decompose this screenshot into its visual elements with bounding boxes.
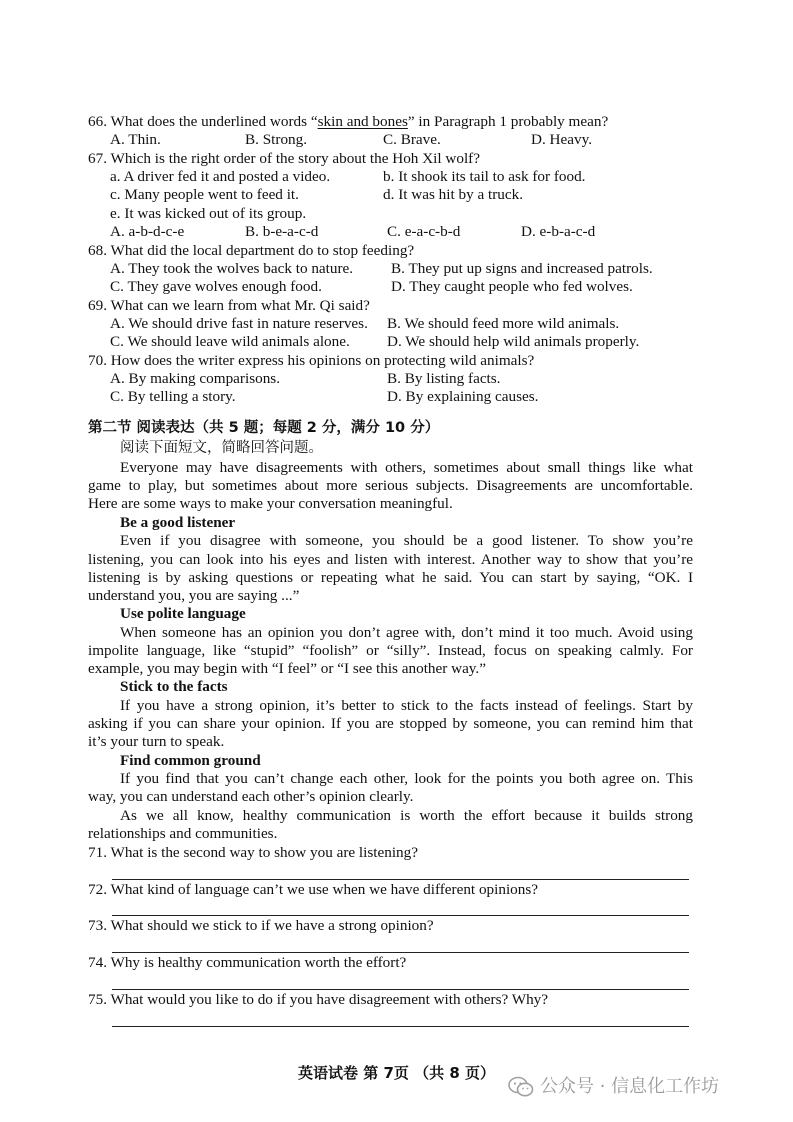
q67-option-b[interactable]: B. b-e-a-c-d bbox=[245, 223, 319, 240]
q68-option-d[interactable]: D. They caught people who fed wolves. bbox=[391, 278, 633, 295]
question-67-stem: 67. Which is the right order of the story about the Hoh Xil wolf? bbox=[88, 150, 480, 167]
watermark bbox=[508, 1076, 719, 1098]
passage-intro-line-2: game to play, but sometimes about more serious subjects. Disagreements are uncomfortable. bbox=[88, 477, 693, 494]
question-68-stem: 68. What did the local department do to stop feeding? bbox=[88, 242, 415, 259]
heading-use-polite-language: Use polite language bbox=[120, 605, 246, 622]
q69-option-d[interactable]: D. We should help wild animals properly. bbox=[387, 333, 640, 350]
q69-option-a[interactable]: A. We should drive fast in nature reserves. bbox=[110, 315, 368, 332]
q66-option-a[interactable]: A. Thin. bbox=[110, 131, 161, 148]
paragraph-2-line-3: example, you may begin with “I feel” or “I see this another way.” bbox=[88, 660, 486, 677]
q67-event-b: b. It shook its tail to ask for food. bbox=[383, 168, 586, 185]
q68-option-b[interactable]: B. They put up signs and increased patrols. bbox=[391, 260, 653, 277]
underlined-phrase: skin and bones bbox=[317, 113, 408, 130]
paragraph-3-line-1: If you have a strong opinion, it’s better to stick to the facts instead of feelings. Start by bbox=[120, 697, 693, 714]
q69-option-b[interactable]: B. We should feed more wild animals. bbox=[387, 315, 620, 332]
q67-event-c: c. Many people went to feed it. bbox=[110, 186, 299, 203]
answer-line-71[interactable] bbox=[112, 879, 689, 880]
paragraph-5-line-1: As we all know, healthy communication is worth the effort because it builds strong bbox=[120, 807, 693, 824]
q67-option-c[interactable]: C. e-a-c-b-d bbox=[387, 223, 461, 240]
question-74: 74. Why is healthy communication worth the effort? bbox=[88, 954, 407, 971]
question-66-stem: 66. What does the underlined words “skin and bones” in Paragraph 1 probably mean? bbox=[88, 113, 609, 130]
q66-option-b[interactable]: B. Strong. bbox=[245, 131, 308, 148]
paragraph-4-line-1: If you find that you can’t change each other, look for the points you both agree on. This bbox=[120, 770, 693, 787]
wechat-icon bbox=[508, 1076, 534, 1098]
heading-be-a-good-listener: Be a good listener bbox=[120, 514, 236, 531]
heading-stick-to-the-facts: Stick to the facts bbox=[120, 678, 228, 695]
answer-line-73[interactable] bbox=[112, 952, 689, 953]
question-69-stem: 69. What can we learn from what Mr. Qi said? bbox=[88, 297, 370, 314]
answer-line-75[interactable] bbox=[112, 1026, 689, 1027]
q66-option-c[interactable]: C. Brave. bbox=[383, 131, 441, 148]
question-71: 71. What is the second way to show you are listening? bbox=[88, 844, 418, 861]
paragraph-2-line-2: impolite language, like “stupid” “foolish” or “silly”. Instead, focus on speaking calmly. For bbox=[88, 642, 693, 659]
answer-line-74[interactable] bbox=[112, 989, 689, 990]
paragraph-4-line-2: way, you can understand each other’s opinion clearly. bbox=[88, 788, 414, 805]
heading-find-common-ground: Find common ground bbox=[120, 752, 261, 769]
q68-option-a[interactable]: A. They took the wolves back to nature. bbox=[110, 260, 354, 277]
q67-option-a[interactable]: A. a-b-d-c-e bbox=[110, 223, 185, 240]
question-73: 73. What should we stick to if we have a strong opinion? bbox=[88, 917, 434, 934]
q70-option-c[interactable]: C. By telling a story. bbox=[110, 388, 236, 405]
q68-option-c[interactable]: C. They gave wolves enough food. bbox=[110, 278, 322, 295]
paragraph-5-line-2: relationships and communities. bbox=[88, 825, 278, 842]
q67-option-d[interactable]: D. e-b-a-c-d bbox=[521, 223, 596, 240]
q67-event-e: e. It was kicked out of its group. bbox=[110, 205, 307, 222]
q66-option-d[interactable]: D. Heavy. bbox=[531, 131, 593, 148]
passage-intro-line-3: Here are some ways to make your conversation meaningful. bbox=[88, 495, 453, 512]
question-75: 75. What would you like to do if you have disagreement with others? Why? bbox=[88, 991, 549, 1008]
passage-intro-line-1: Everyone may have disagreements with others, sometimes about small things like what bbox=[120, 459, 693, 476]
q70-option-b[interactable]: B. By listing facts. bbox=[387, 370, 501, 387]
paragraph-3-line-2: asking if you can share your opinion. If you are stopped by someone, you can remind him that bbox=[88, 715, 693, 732]
q67-event-d: d. It was hit by a truck. bbox=[383, 186, 524, 203]
paragraph-1-line-3: listening is by asking questions or repeating what he said. You can start by saying, “OK. I bbox=[88, 569, 693, 586]
paragraph-1-line-2: listening, you can look into his eyes and listen with interest. Another way to show that you’re bbox=[88, 551, 693, 568]
section-instruction: 阅读下面短文，简略回答问题。 bbox=[120, 440, 323, 456]
question-70-stem: 70. How does the writer express his opinions on protecting wild animals? bbox=[88, 352, 535, 369]
page-footer: 英语试卷 第 7页 （共 8 页） bbox=[298, 1064, 495, 1082]
q70-option-a[interactable]: A. By making comparisons. bbox=[110, 370, 280, 387]
q69-option-c[interactable]: C. We should leave wild animals alone. bbox=[110, 333, 350, 350]
q70-option-d[interactable]: D. By explaining causes. bbox=[387, 388, 539, 405]
question-72: 72. What kind of language can’t we use when we have different opinions? bbox=[88, 881, 539, 898]
paragraph-1-line-4: understand you, you are saying ...” bbox=[88, 587, 300, 604]
paragraph-2-line-1: When someone has an opinion you don’t agree with, don’t mind it too much. Avoid using bbox=[120, 624, 693, 641]
q67-event-a: a. A driver fed it and posted a video. bbox=[110, 168, 331, 185]
watermark-text: 公众号 · 信息化工作坊 bbox=[540, 1075, 720, 1097]
paragraph-3-line-3: it’s your turn to speak. bbox=[88, 733, 225, 750]
answer-line-72[interactable] bbox=[112, 915, 689, 916]
section-title: 第二节 阅读表达（共 5 题；每题 2 分，满分 10 分） bbox=[88, 420, 440, 436]
paragraph-1-line-1: Even if you disagree with someone, you should be a good listener. To show you’re bbox=[120, 532, 693, 549]
